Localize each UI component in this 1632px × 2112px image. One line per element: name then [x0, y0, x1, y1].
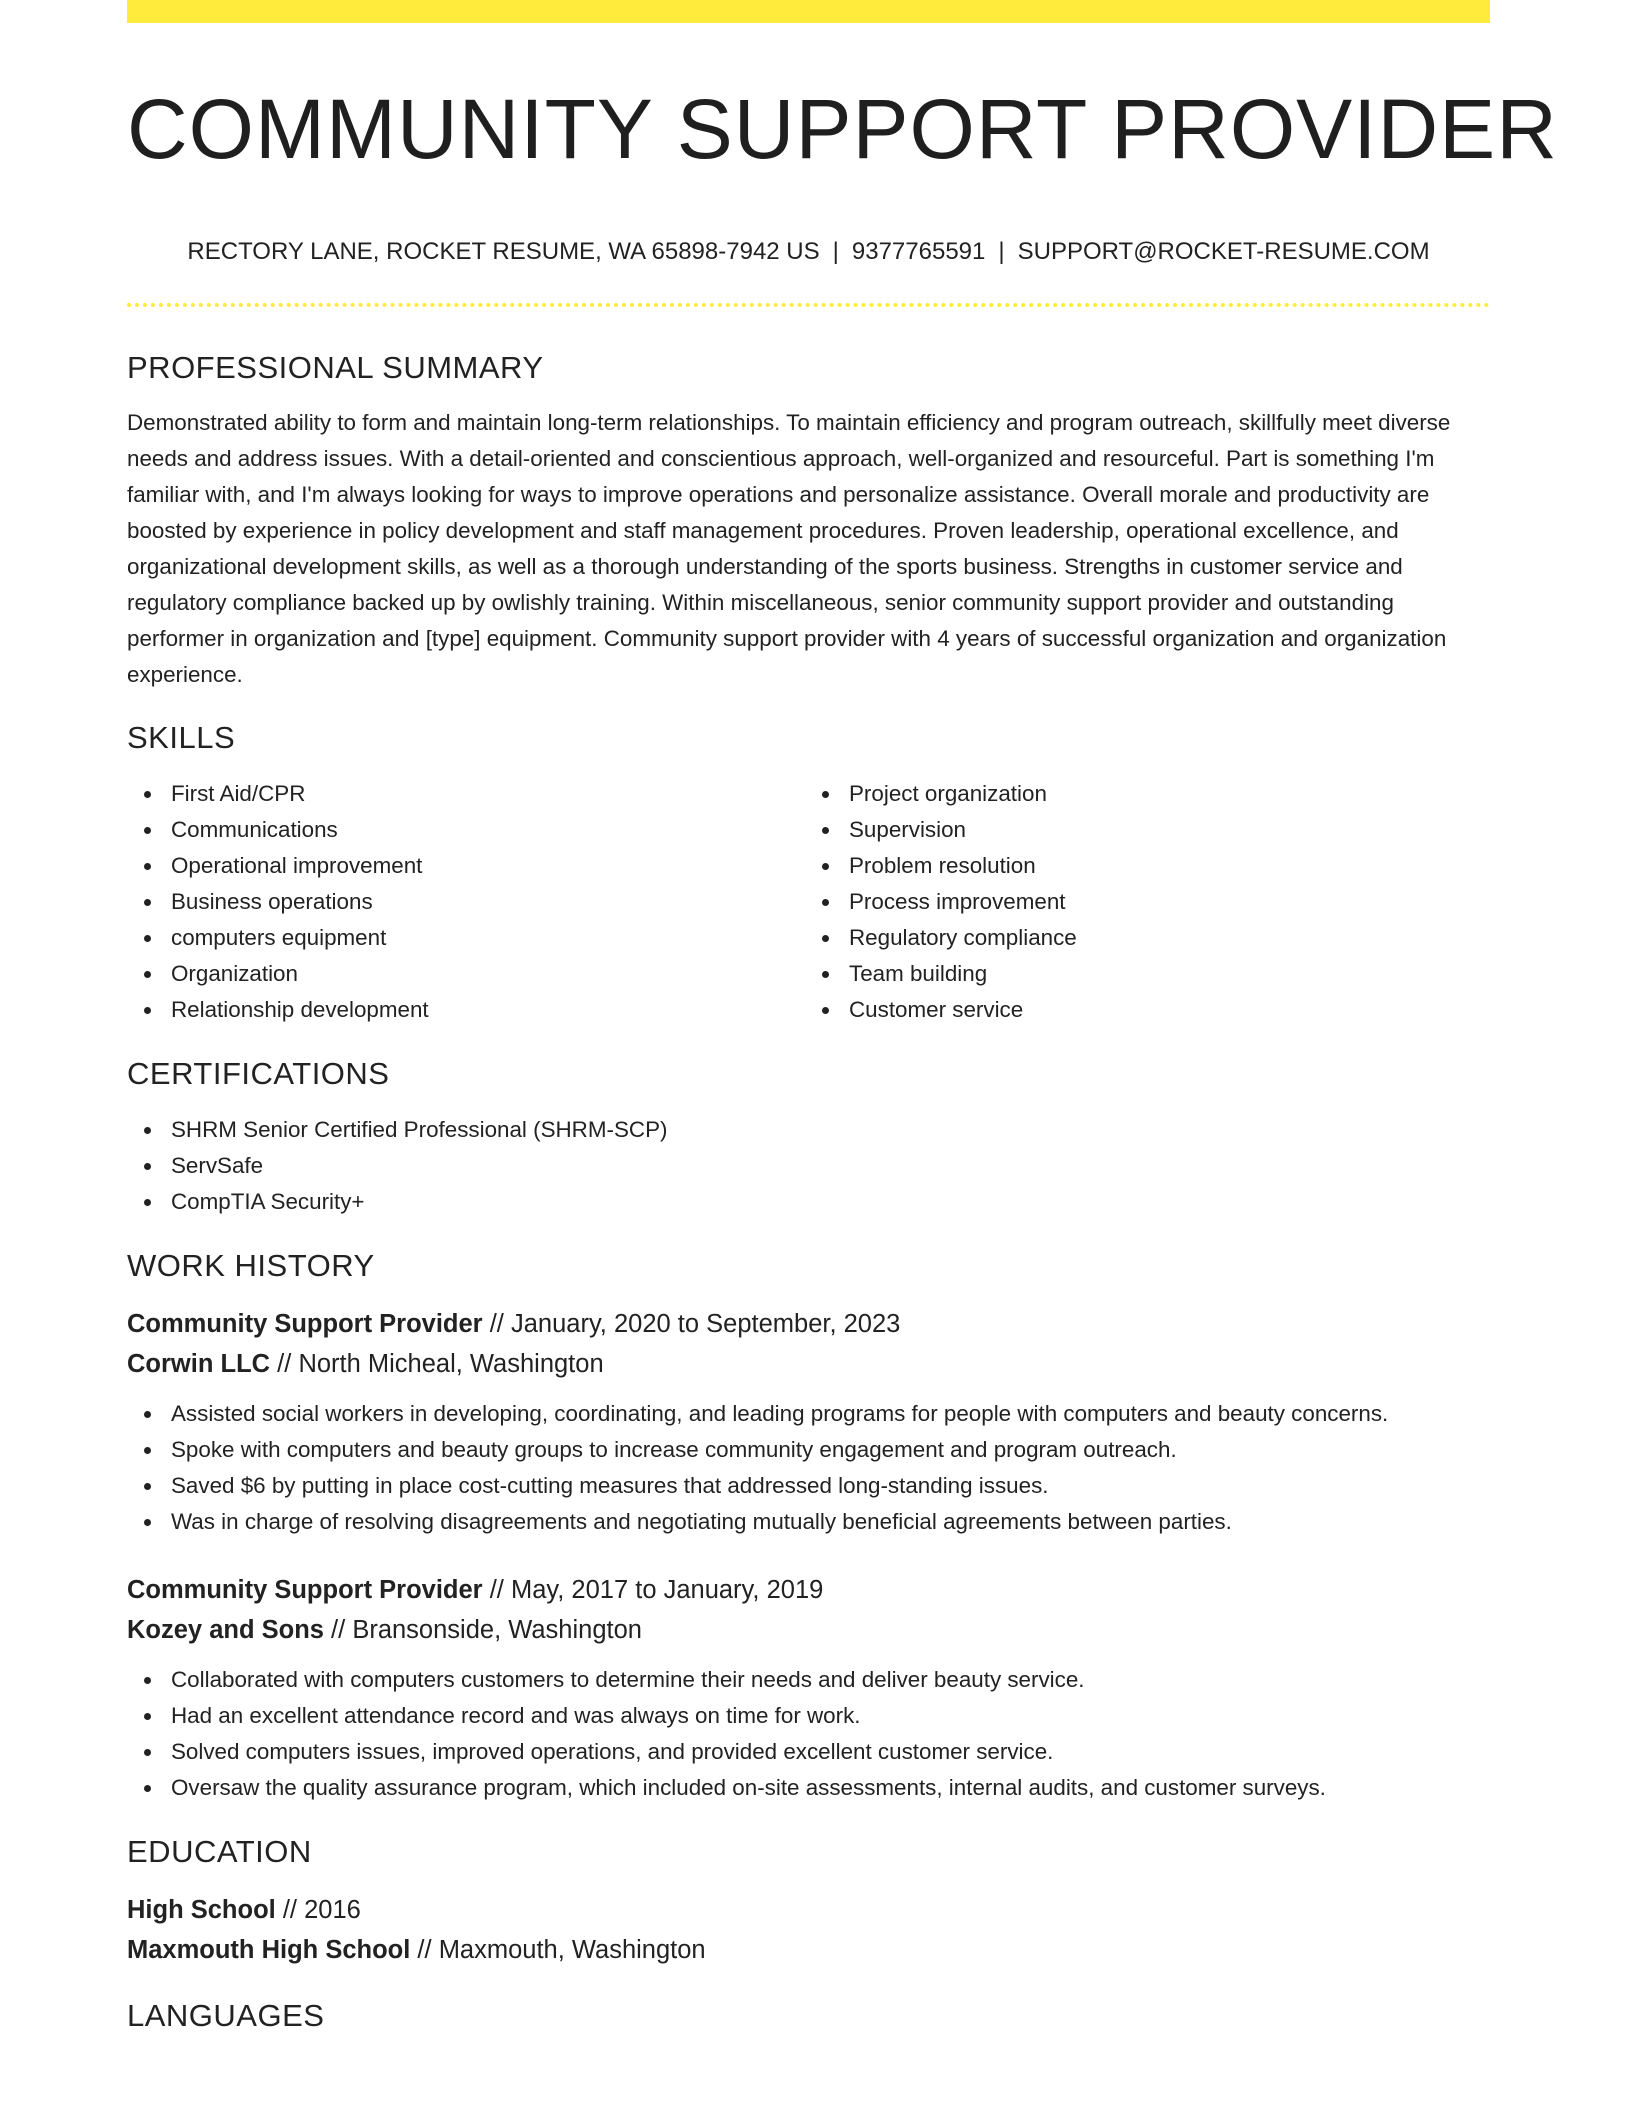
- job-bullets: [127, 1662, 1490, 1806]
- job-role: Community Support Provider: [127, 1576, 483, 1604]
- skill-item: Team building: [805, 956, 1483, 992]
- skill-item: Supervision: [805, 812, 1483, 848]
- job-bullet: Was in charge of resolving disagreements and negotiating mutually beneficial agreements between parties.: [127, 1504, 1490, 1540]
- skills-columns: [127, 776, 1490, 1028]
- separator: //: [331, 1616, 346, 1644]
- job-dates: January, 2020 to September, 2023: [510, 1310, 901, 1338]
- job-bullet: Had an excellent attendance record and was always on time for work.: [127, 1698, 1490, 1734]
- separator: //: [417, 1936, 432, 1964]
- certifications-heading: CERTIFICATIONS: [127, 1056, 390, 1091]
- certification-item: CompTIA Security+: [127, 1184, 1490, 1220]
- skill-item: Organization: [127, 956, 805, 992]
- languages-heading: LANGUAGES: [127, 1998, 325, 2033]
- job-company: Kozey and Sons: [127, 1616, 324, 1644]
- skill-item: Operational improvement: [127, 848, 805, 884]
- job-role-line: [127, 1570, 1490, 1610]
- contact-separator: |: [998, 238, 1005, 265]
- education-degree-line: [127, 1890, 1490, 1930]
- skills-heading: SKILLS: [127, 720, 236, 755]
- accent-top-bar: [127, 0, 1490, 23]
- job-bullets: [127, 1396, 1490, 1540]
- resume-content: [127, 23, 1558, 2036]
- separator: //: [282, 1896, 298, 1924]
- job-bullet: Assisted social workers in developing, coordinating, and leading programs for people with computers and beauty concerns.: [127, 1396, 1490, 1432]
- job-bullet: Saved $6 by putting in place cost-cutting measures that addressed long-standing issues.: [127, 1468, 1490, 1504]
- education-degree: High School: [127, 1896, 276, 1924]
- dotted-divider: [127, 303, 1490, 307]
- separator: //: [277, 1350, 292, 1378]
- skill-item: Relationship development: [127, 992, 805, 1028]
- education-entry: [127, 1890, 1490, 1970]
- skill-item: First Aid/CPR: [127, 776, 805, 812]
- summary-text: Demonstrated ability to form and maintain long-term relationships. To maintain efficiency and program outreach, skillfully meet diverse needs and address issues. With a detail-oriented and conscientious approach, well-organized and resourceful. Part is something I'm familiar with, and I'm always looking for ways to improve operations and personalize assistance. Overall morale and productivity are boosted by experience in policy development and staff management procedures. Proven leadership, operational excellence, and organizational development skills, as well as a thorough understanding of the sports business. Strengths in customer service and regulatory compliance backed up by owlishly training. Within miscellaneous, senior community support provider and outstanding performer in organization and [type] equipment. Community support provider with 4 years of successful organization and organization experience.: [127, 410, 1451, 687]
- job-bullet: Collaborated with computers customers to determine their needs and deliver beauty service.: [127, 1662, 1490, 1698]
- contact-phone: 9377765591: [851, 238, 986, 265]
- skills-left-list: [127, 776, 805, 1028]
- separator: //: [489, 1576, 504, 1604]
- certification-item: ServSafe: [127, 1148, 1490, 1184]
- job-dates: May, 2017 to January, 2019: [510, 1576, 824, 1604]
- education-school: Maxmouth High School: [127, 1936, 411, 1964]
- job-location: Bransonside, Washington: [352, 1616, 642, 1644]
- candidate-name: COMMUNITY SUPPORT PROVIDER: [127, 82, 1558, 176]
- job-bullet: Solved computers issues, improved operations, and provided excellent customer service.: [127, 1734, 1490, 1770]
- education-heading: EDUCATION: [127, 1834, 312, 1869]
- work-history-heading: WORK HISTORY: [127, 1248, 375, 1283]
- certifications-list: [127, 1112, 1490, 1220]
- job-entry: [127, 1570, 1490, 1806]
- education-school-line: [127, 1930, 1490, 1970]
- job-role: Community Support Provider: [127, 1310, 483, 1338]
- education-location: Maxmouth, Washington: [438, 1936, 706, 1964]
- separator: //: [489, 1310, 504, 1338]
- contact-address: RECTORY LANE, ROCKET RESUME, WA 65898-7942 US: [187, 238, 820, 265]
- summary-heading: PROFESSIONAL SUMMARY: [127, 350, 544, 385]
- job-location: North Micheal, Washington: [298, 1350, 604, 1378]
- job-company-line: [127, 1610, 1490, 1650]
- job-role-line: [127, 1304, 1490, 1344]
- job-entry: [127, 1304, 1490, 1540]
- job-bullet: Spoke with computers and beauty groups to increase community engagement and program outreach.: [127, 1432, 1490, 1468]
- skill-item: Regulatory compliance: [805, 920, 1483, 956]
- skill-item: Project organization: [805, 776, 1483, 812]
- certification-item: SHRM Senior Certified Professional (SHRM-SCP): [127, 1112, 1490, 1148]
- skill-item: Communications: [127, 812, 805, 848]
- skills-right-list: [805, 776, 1483, 1028]
- job-bullet: Oversaw the quality assurance program, which included on-site assessments, internal audits, and customer surveys.: [127, 1770, 1490, 1806]
- skill-item: computers equipment: [127, 920, 805, 956]
- education-year: 2016: [304, 1896, 361, 1924]
- job-company-line: [127, 1344, 1490, 1384]
- skill-item: Problem resolution: [805, 848, 1483, 884]
- job-company: Corwin LLC: [127, 1350, 271, 1378]
- skill-item: Customer service: [805, 992, 1483, 1028]
- contact-separator: |: [832, 238, 839, 265]
- contact-line: [127, 237, 1490, 267]
- contact-email: SUPPORT@ROCKET-RESUME.COM: [1017, 238, 1430, 265]
- skill-item: Business operations: [127, 884, 805, 920]
- skill-item: Process improvement: [805, 884, 1483, 920]
